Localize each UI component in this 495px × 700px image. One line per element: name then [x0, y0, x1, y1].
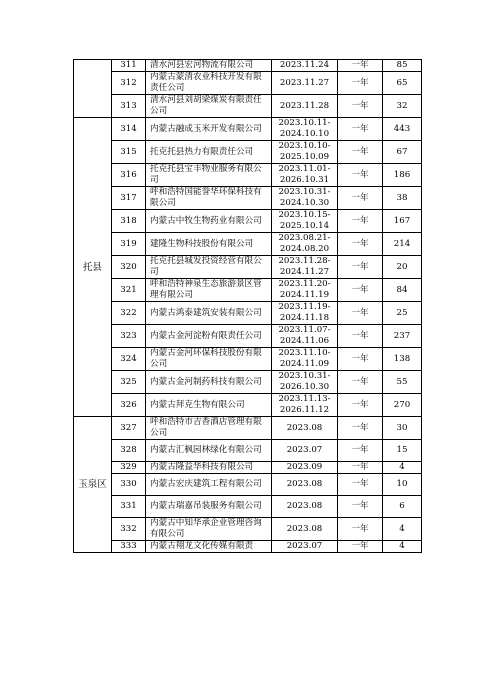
table-row [74, 417, 422, 440]
serial-number-cell: 318 [112, 210, 146, 233]
term-cell: 一年 [338, 302, 383, 325]
table-row [74, 256, 422, 279]
serial-number-cell: 317 [112, 187, 146, 210]
table-row [74, 394, 422, 417]
company-name-cell: 清水河县宏河物流有限公司 [146, 60, 272, 72]
table-row [74, 233, 422, 256]
serial-number-cell: 313 [112, 95, 146, 118]
region-cell: 玉泉区 [74, 417, 112, 553]
serial-number-cell: 325 [112, 371, 146, 394]
period-cell: 2023.10.15-2025.10.14 [272, 210, 338, 233]
company-name-cell: 内蒙古宏庆建筑工程有限公司 [146, 474, 272, 496]
amount-cell: 65 [383, 72, 422, 95]
table-row [74, 302, 422, 325]
table-row [74, 474, 422, 496]
serial-number-cell: 315 [112, 141, 146, 164]
period-cell: 2023.11.19-2024.11.18 [272, 302, 338, 325]
amount-cell: 67 [383, 141, 422, 164]
serial-number-cell: 331 [112, 496, 146, 518]
amount-cell: 38 [383, 187, 422, 210]
term-cell: 一年 [338, 474, 383, 496]
period-cell: 2023.10.11-2024.10.10 [272, 118, 338, 141]
company-name-cell: 清水河县刘胡梁煤炭有限责任公司 [146, 95, 272, 118]
term-cell: 一年 [338, 141, 383, 164]
table-row [74, 60, 422, 72]
table-row [74, 72, 422, 95]
company-name-cell: 内蒙古鸿泰建筑安装有限公司 [146, 302, 272, 325]
period-cell: 2023.11.20-2024.11.19 [272, 279, 338, 302]
company-table [73, 59, 422, 553]
serial-number-cell: 320 [112, 256, 146, 279]
period-cell: 2023.08 [272, 518, 338, 541]
term-cell: 一年 [338, 440, 383, 462]
company-name-cell: 内蒙古融成玉米开发有限公司 [146, 118, 272, 141]
term-cell: 一年 [338, 462, 383, 474]
amount-cell: 443 [383, 118, 422, 141]
term-cell: 一年 [338, 233, 383, 256]
serial-number-cell: 319 [112, 233, 146, 256]
company-name-cell: 内蒙古瑞嘉吊装服务有限公司 [146, 496, 272, 518]
table-row [74, 371, 422, 394]
period-cell: 2023.08 [272, 474, 338, 496]
table-row [74, 164, 422, 187]
serial-number-cell: 333 [112, 541, 146, 553]
table-row [74, 210, 422, 233]
period-cell: 2023.11.07-2024.11.06 [272, 325, 338, 348]
serial-number-cell: 324 [112, 348, 146, 371]
serial-number-cell: 312 [112, 72, 146, 95]
amount-cell: 20 [383, 256, 422, 279]
period-cell: 2023.07 [272, 541, 338, 553]
term-cell: 一年 [338, 279, 383, 302]
company-name-cell: 托克托县城发投资经营有限公司 [146, 256, 272, 279]
term-cell: 一年 [338, 325, 383, 348]
term-cell: 一年 [338, 518, 383, 541]
term-cell: 一年 [338, 541, 383, 553]
amount-cell: 167 [383, 210, 422, 233]
amount-cell: 237 [383, 325, 422, 348]
period-cell: 2023.08 [272, 496, 338, 518]
amount-cell: 55 [383, 371, 422, 394]
term-cell: 一年 [338, 394, 383, 417]
company-name-cell: 内蒙古拜克生物有限公司 [146, 394, 272, 417]
amount-cell: 138 [383, 348, 422, 371]
company-name-cell: 内蒙古中知华承企业管理咨询有限公司 [146, 518, 272, 541]
region-cell [74, 60, 112, 118]
amount-cell: 6 [383, 496, 422, 518]
amount-cell: 84 [383, 279, 422, 302]
period-cell: 2023.10.31-2024.10.30 [272, 187, 338, 210]
table-row [74, 95, 422, 118]
amount-cell: 30 [383, 417, 422, 440]
amount-cell: 4 [383, 518, 422, 541]
period-cell: 2023.08 [272, 417, 338, 440]
term-cell: 一年 [338, 348, 383, 371]
serial-number-cell: 332 [112, 518, 146, 541]
company-name-cell: 内蒙古蒙清农业科技开发有限责任公司 [146, 72, 272, 95]
period-cell: 2023.10.31-2026.10.30 [272, 371, 338, 394]
serial-number-cell: 314 [112, 118, 146, 141]
company-name-cell: 内蒙古金河制药科技有限公司 [146, 371, 272, 394]
period-cell: 2023.11.28-2024.11.27 [272, 256, 338, 279]
period-cell: 2023.11.10-2024.11.09 [272, 348, 338, 371]
term-cell: 一年 [338, 210, 383, 233]
company-name-cell: 内蒙古翔龙文化传媒有限责 [146, 541, 272, 553]
table-row [74, 141, 422, 164]
table-row [74, 187, 422, 210]
company-name-cell: 托克托县宝丰物业服务有限公司 [146, 164, 272, 187]
amount-cell: 186 [383, 164, 422, 187]
period-cell: 2023.11.13-2026.11.12 [272, 394, 338, 417]
term-cell: 一年 [338, 164, 383, 187]
term-cell: 一年 [338, 417, 383, 440]
serial-number-cell: 323 [112, 325, 146, 348]
serial-number-cell: 327 [112, 417, 146, 440]
term-cell: 一年 [338, 95, 383, 118]
table-row [74, 518, 422, 541]
period-cell: 2023.11.24 [272, 60, 338, 72]
term-cell: 一年 [338, 371, 383, 394]
company-name-cell: 建隆生物科技股份有限公司 [146, 233, 272, 256]
company-name-cell: 内蒙古金河环保科技股份有限公司 [146, 348, 272, 371]
company-name-cell: 内蒙古汇枫园林绿化有限公司 [146, 440, 272, 462]
company-name-cell: 呼和浩特国能誉华环保科技有限公司 [146, 187, 272, 210]
table-row [74, 541, 422, 553]
serial-number-cell: 311 [112, 60, 146, 72]
period-cell: 2023.08.21-2024.08.20 [272, 233, 338, 256]
term-cell: 一年 [338, 256, 383, 279]
period-cell: 2023.11.28 [272, 95, 338, 118]
serial-number-cell: 329 [112, 462, 146, 474]
period-cell: 2023.11.01-2026.10.31 [272, 164, 338, 187]
company-name-cell: 内蒙古隆益华科技有限公司 [146, 462, 272, 474]
table-row [74, 118, 422, 141]
table-row [74, 462, 422, 474]
table-row [74, 279, 422, 302]
table-row [74, 440, 422, 462]
table-row [74, 348, 422, 371]
term-cell: 一年 [338, 60, 383, 72]
company-name-cell: 呼和浩特市吉香酒店管理有限公司 [146, 417, 272, 440]
term-cell: 一年 [338, 118, 383, 141]
serial-number-cell: 326 [112, 394, 146, 417]
table-row [74, 496, 422, 518]
amount-cell: 214 [383, 233, 422, 256]
amount-cell: 4 [383, 541, 422, 553]
term-cell: 一年 [338, 496, 383, 518]
period-cell: 2023.09 [272, 462, 338, 474]
serial-number-cell: 328 [112, 440, 146, 462]
amount-cell: 15 [383, 440, 422, 462]
company-name-cell: 内蒙古中牧生物药业有限公司 [146, 210, 272, 233]
term-cell: 一年 [338, 187, 383, 210]
amount-cell: 10 [383, 474, 422, 496]
period-cell: 2023.07 [272, 440, 338, 462]
period-cell: 2023.11.27 [272, 72, 338, 95]
amount-cell: 270 [383, 394, 422, 417]
amount-cell: 4 [383, 462, 422, 474]
serial-number-cell: 316 [112, 164, 146, 187]
serial-number-cell: 322 [112, 302, 146, 325]
company-name-cell: 托克托县热力有限责任公司 [146, 141, 272, 164]
table-row [74, 325, 422, 348]
region-cell: 托县 [74, 118, 112, 417]
company-name-cell: 呼和浩特神泉生态旅游景区管理有限公司 [146, 279, 272, 302]
amount-cell: 85 [383, 60, 422, 72]
term-cell: 一年 [338, 72, 383, 95]
serial-number-cell: 330 [112, 474, 146, 496]
amount-cell: 32 [383, 95, 422, 118]
amount-cell: 25 [383, 302, 422, 325]
company-name-cell: 内蒙古金河淀粉有限责任公司 [146, 325, 272, 348]
period-cell: 2023.10.10-2025.10.09 [272, 141, 338, 164]
serial-number-cell: 321 [112, 279, 146, 302]
